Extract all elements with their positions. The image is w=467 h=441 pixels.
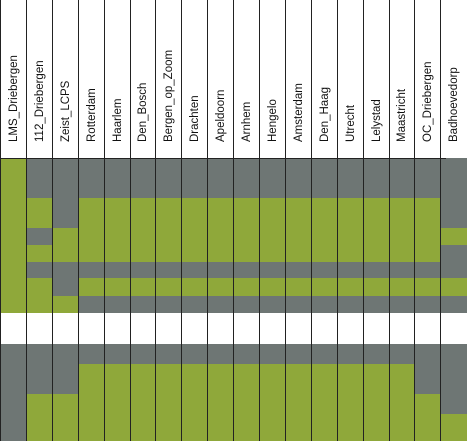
column-label: Apeldoorn <box>215 89 228 142</box>
status-cell <box>131 245 157 262</box>
status-cell <box>441 313 467 344</box>
column-header <box>364 0 390 158</box>
column-header <box>286 0 312 158</box>
status-cell <box>79 313 105 344</box>
status-cell <box>1 394 27 414</box>
status-cell <box>390 262 416 278</box>
status-cell <box>27 364 53 394</box>
status-cell <box>156 296 182 313</box>
column-lms-driebergen <box>0 0 27 441</box>
status-cell <box>105 394 131 414</box>
status-cell <box>27 158 53 198</box>
column-utrecht <box>337 0 364 441</box>
status-cell <box>364 296 390 313</box>
status-cell <box>105 158 131 198</box>
status-cell <box>182 296 208 313</box>
status-cell <box>234 313 260 344</box>
status-cell <box>1 313 27 344</box>
status-cell <box>182 278 208 296</box>
status-cell <box>441 394 467 414</box>
column-den-bosch <box>130 0 157 441</box>
status-cell <box>53 228 79 245</box>
status-cell <box>234 245 260 262</box>
status-cell <box>53 262 79 278</box>
status-cell <box>27 262 53 278</box>
status-cell <box>260 394 286 414</box>
status-cell <box>415 278 441 296</box>
column-header <box>208 0 234 158</box>
status-cell <box>1 364 27 394</box>
status-cell <box>79 278 105 296</box>
status-cell <box>364 158 390 198</box>
status-cell <box>390 414 416 441</box>
status-cell <box>79 198 105 228</box>
status-cell <box>27 278 53 296</box>
status-cell <box>182 245 208 262</box>
status-cell <box>105 364 131 394</box>
status-cell <box>260 198 286 228</box>
status-cell <box>338 313 364 344</box>
status-cell <box>415 364 441 394</box>
status-cell <box>338 394 364 414</box>
status-cell <box>441 228 467 245</box>
status-cell <box>53 344 79 364</box>
column-oc-driebergen <box>414 0 441 441</box>
status-cell <box>415 228 441 245</box>
status-cell <box>441 158 467 198</box>
status-cell <box>338 278 364 296</box>
status-cell <box>260 364 286 394</box>
column-header <box>260 0 286 158</box>
column-amsterdam <box>285 0 312 441</box>
column-label: 112_Driebergen <box>33 60 46 142</box>
column-rotterdam <box>78 0 105 441</box>
column-header <box>182 0 208 158</box>
status-cell <box>286 394 312 414</box>
status-cell <box>364 228 390 245</box>
status-cell <box>312 245 338 262</box>
status-cell <box>27 228 53 245</box>
status-cell <box>338 228 364 245</box>
status-cell <box>182 414 208 441</box>
column-header <box>415 0 441 158</box>
status-cell <box>208 313 234 344</box>
status-cell <box>260 228 286 245</box>
status-cell <box>441 296 467 313</box>
status-cell <box>27 344 53 364</box>
status-cell <box>105 414 131 441</box>
status-cell <box>1 344 27 364</box>
status-cell <box>415 158 441 198</box>
column-drachten <box>181 0 208 441</box>
status-cell <box>338 344 364 364</box>
status-cell <box>312 278 338 296</box>
status-cell <box>182 364 208 394</box>
status-cell <box>79 245 105 262</box>
column-header <box>234 0 260 158</box>
column-label: Haarlem <box>111 98 124 142</box>
status-cell <box>53 278 79 296</box>
column-header <box>105 0 131 158</box>
status-cell <box>208 344 234 364</box>
status-cell <box>53 245 79 262</box>
status-cell <box>364 364 390 394</box>
column-header <box>131 0 157 158</box>
status-cell <box>156 344 182 364</box>
status-cell <box>1 296 27 313</box>
status-cell <box>312 296 338 313</box>
status-cell <box>53 394 79 414</box>
status-cell <box>234 262 260 278</box>
status-cell <box>234 344 260 364</box>
status-cell <box>1 245 27 262</box>
status-cell <box>105 228 131 245</box>
status-cell <box>364 394 390 414</box>
status-cell <box>390 278 416 296</box>
column-zeist-lcps <box>52 0 79 441</box>
status-cell <box>390 296 416 313</box>
status-cell <box>441 262 467 278</box>
status-cell <box>364 278 390 296</box>
status-cell <box>415 296 441 313</box>
column-badhoevedorp <box>440 0 467 441</box>
status-cell <box>27 414 53 441</box>
status-cell <box>390 394 416 414</box>
column-den-haag <box>311 0 338 441</box>
status-cell <box>1 414 27 441</box>
status-cell <box>1 278 27 296</box>
status-cell <box>441 278 467 296</box>
status-cell <box>27 198 53 228</box>
column-header <box>156 0 182 158</box>
status-cell <box>1 228 27 245</box>
status-cell <box>105 344 131 364</box>
status-cell <box>390 228 416 245</box>
status-cell <box>156 245 182 262</box>
status-cell <box>312 344 338 364</box>
column-header <box>441 0 467 158</box>
status-cell <box>338 364 364 394</box>
status-cell <box>79 344 105 364</box>
status-cell <box>415 245 441 262</box>
status-cell <box>156 364 182 394</box>
status-cell <box>312 364 338 394</box>
status-cell <box>390 245 416 262</box>
status-cell <box>312 198 338 228</box>
status-cell <box>79 394 105 414</box>
status-cell <box>182 344 208 364</box>
column-header <box>390 0 416 158</box>
status-cell <box>156 313 182 344</box>
status-cell <box>156 414 182 441</box>
status-cell <box>234 228 260 245</box>
status-cell <box>1 262 27 278</box>
status-cell <box>131 313 157 344</box>
column-header <box>312 0 338 158</box>
status-cell <box>208 245 234 262</box>
status-cell <box>286 198 312 228</box>
status-cell <box>182 158 208 198</box>
column-haarlem <box>104 0 131 441</box>
column-label: Badhoevedorp <box>448 67 461 142</box>
status-cell <box>1 198 27 228</box>
column-label: Bergen_op_Zoom <box>163 49 176 142</box>
status-cell <box>364 414 390 441</box>
status-cell <box>53 296 79 313</box>
status-cell <box>79 414 105 441</box>
status-cell <box>390 364 416 394</box>
column-label: Den_Bosch <box>137 82 150 142</box>
status-cell <box>131 296 157 313</box>
status-cell <box>286 364 312 394</box>
status-cell <box>260 344 286 364</box>
status-cell <box>105 262 131 278</box>
status-cell <box>312 228 338 245</box>
status-cell <box>182 262 208 278</box>
status-cell <box>131 344 157 364</box>
column-header <box>53 0 79 158</box>
status-cell <box>53 198 79 228</box>
status-cell <box>234 414 260 441</box>
status-cell <box>441 344 467 364</box>
status-cell <box>260 245 286 262</box>
column-bergen-op-zoom <box>155 0 182 441</box>
status-cell <box>441 364 467 394</box>
status-cell <box>53 414 79 441</box>
column-label: Rotterdam <box>85 88 98 142</box>
status-cell <box>182 394 208 414</box>
column-label: Arnhem <box>241 101 254 142</box>
column-header <box>338 0 364 158</box>
status-cell <box>364 262 390 278</box>
status-cell <box>286 344 312 364</box>
status-cell <box>260 278 286 296</box>
status-cell <box>1 158 27 198</box>
status-cell <box>53 364 79 394</box>
status-cell <box>79 158 105 198</box>
status-cell <box>260 262 286 278</box>
status-cell <box>131 158 157 198</box>
status-cell <box>27 245 53 262</box>
status-cell <box>131 278 157 296</box>
column-label: Utrecht <box>344 104 357 142</box>
column-label: Lelystad <box>370 99 383 142</box>
column-label: OC_Driebergen <box>422 61 435 142</box>
column-lelystad <box>363 0 390 441</box>
status-cell <box>390 158 416 198</box>
status-cell <box>338 296 364 313</box>
status-cell <box>312 313 338 344</box>
status-cell <box>390 344 416 364</box>
status-cell <box>338 158 364 198</box>
column-maastricht <box>389 0 416 441</box>
status-cell <box>27 313 53 344</box>
status-cell <box>234 394 260 414</box>
status-cell <box>131 414 157 441</box>
status-cell <box>312 262 338 278</box>
status-cell <box>105 198 131 228</box>
column-label: Hengelo <box>266 99 279 142</box>
status-cell <box>105 296 131 313</box>
status-cell <box>208 414 234 441</box>
status-cell <box>131 262 157 278</box>
status-cell <box>260 414 286 441</box>
status-cell <box>131 394 157 414</box>
status-cell <box>312 158 338 198</box>
status-cell <box>208 158 234 198</box>
status-cell <box>208 278 234 296</box>
column-arnhem <box>233 0 260 441</box>
status-cell <box>234 158 260 198</box>
status-cell <box>208 198 234 228</box>
column-header <box>1 0 27 158</box>
status-cell <box>286 278 312 296</box>
column-label: Zeist_LCPS <box>59 80 72 142</box>
status-cell <box>441 245 467 262</box>
status-cell <box>156 228 182 245</box>
status-cell <box>234 278 260 296</box>
status-cell <box>338 414 364 441</box>
status-cell <box>234 296 260 313</box>
status-cell <box>208 262 234 278</box>
status-cell <box>234 198 260 228</box>
status-cell <box>286 313 312 344</box>
status-cell <box>415 344 441 364</box>
status-cell <box>234 364 260 394</box>
status-cell <box>182 198 208 228</box>
status-cell <box>208 364 234 394</box>
status-cell <box>312 394 338 414</box>
status-cell <box>208 394 234 414</box>
status-cell <box>364 245 390 262</box>
status-cell <box>286 228 312 245</box>
status-cell <box>27 394 53 414</box>
column-header <box>79 0 105 158</box>
status-cell <box>260 296 286 313</box>
status-cell <box>182 228 208 245</box>
status-cell <box>338 245 364 262</box>
status-cell <box>105 313 131 344</box>
status-cell <box>79 262 105 278</box>
status-cell <box>286 158 312 198</box>
status-cell <box>364 313 390 344</box>
status-cell <box>208 296 234 313</box>
status-cell <box>79 364 105 394</box>
status-cell <box>260 313 286 344</box>
status-cell <box>105 245 131 262</box>
column-label: Den_Haag <box>318 87 331 142</box>
status-cell <box>53 313 79 344</box>
header-divider <box>0 158 446 159</box>
status-cell <box>182 313 208 344</box>
status-cell <box>156 198 182 228</box>
status-cell <box>286 245 312 262</box>
status-cell <box>338 198 364 228</box>
status-cell <box>390 313 416 344</box>
status-cell <box>338 262 364 278</box>
status-cell <box>286 262 312 278</box>
status-cell <box>364 198 390 228</box>
status-cell <box>260 158 286 198</box>
column-112-driebergen <box>26 0 53 441</box>
column-apeldoorn <box>207 0 234 441</box>
column-label: LMS_Driebergen <box>7 55 20 142</box>
status-cell <box>286 296 312 313</box>
status-cell <box>390 198 416 228</box>
status-cell <box>415 414 441 441</box>
status-cell <box>441 198 467 228</box>
status-cell <box>156 394 182 414</box>
status-cell <box>53 158 79 198</box>
status-cell <box>156 262 182 278</box>
status-cell <box>441 414 467 441</box>
status-cell <box>415 394 441 414</box>
status-cell <box>286 414 312 441</box>
column-header <box>27 0 53 158</box>
status-cell <box>312 414 338 441</box>
column-label: Drachten <box>189 95 202 142</box>
status-cell <box>364 344 390 364</box>
status-cell <box>415 198 441 228</box>
status-cell <box>131 364 157 394</box>
status-cell <box>415 262 441 278</box>
status-cell <box>208 228 234 245</box>
status-cell <box>131 198 157 228</box>
status-cell <box>415 313 441 344</box>
status-cell <box>156 278 182 296</box>
column-label: Maastricht <box>396 88 409 142</box>
status-cell <box>79 228 105 245</box>
status-cell <box>131 228 157 245</box>
status-cell <box>79 296 105 313</box>
status-cell <box>156 158 182 198</box>
status-cell <box>27 296 53 313</box>
column-label: Amsterdam <box>292 83 305 142</box>
status-cell <box>105 278 131 296</box>
column-hengelo <box>259 0 286 441</box>
